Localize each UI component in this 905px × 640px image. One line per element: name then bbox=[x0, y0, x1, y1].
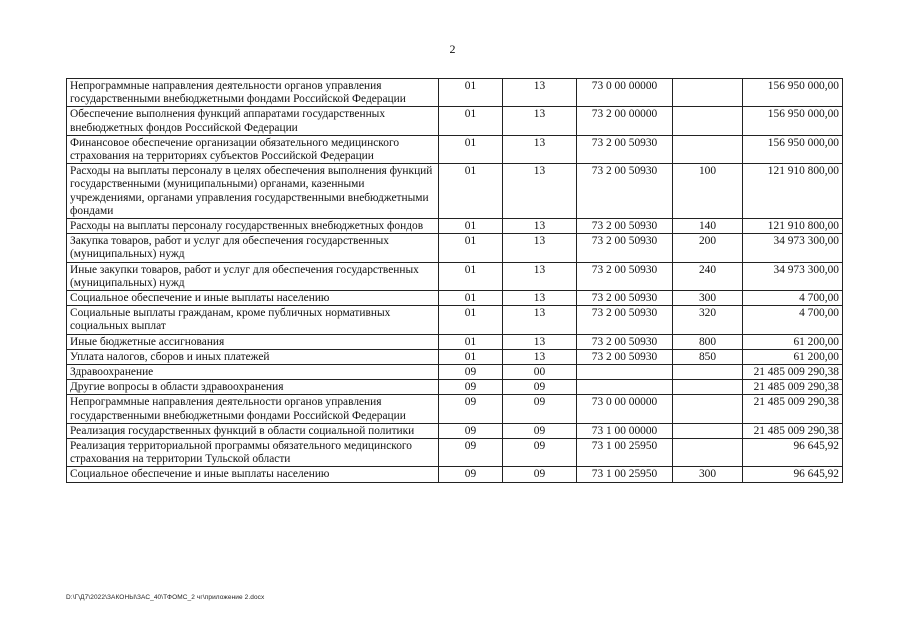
subsection-cell: 09 bbox=[503, 395, 577, 423]
expense-name-cell: Другие вопросы в области здравоохранения bbox=[67, 380, 439, 395]
amount-cell: 61 200,00 bbox=[743, 349, 843, 364]
subsection-cell: 13 bbox=[503, 234, 577, 262]
target-article-cell: 73 2 00 50930 bbox=[577, 219, 673, 234]
section-cell: 01 bbox=[439, 334, 503, 349]
expense-type-cell bbox=[673, 439, 743, 467]
expense-type-cell bbox=[673, 423, 743, 438]
target-article-cell: 73 0 00 00000 bbox=[577, 395, 673, 423]
table-row bbox=[67, 334, 843, 349]
subsection-cell: 09 bbox=[503, 380, 577, 395]
table-row bbox=[67, 467, 843, 482]
subsection-cell: 13 bbox=[503, 349, 577, 364]
target-article-cell: 73 2 00 50930 bbox=[577, 291, 673, 306]
target-article-cell: 73 2 00 50930 bbox=[577, 164, 673, 219]
table-row bbox=[67, 135, 843, 163]
amount-cell: 96 645,92 bbox=[743, 467, 843, 482]
target-article-cell: 73 2 00 50930 bbox=[577, 306, 673, 334]
table-row bbox=[67, 234, 843, 262]
expense-name-cell: Социальное обеспечение и иные выплаты населению bbox=[67, 467, 439, 482]
section-cell: 01 bbox=[439, 349, 503, 364]
subsection-cell: 13 bbox=[503, 135, 577, 163]
expense-name-cell: Социальные выплаты гражданам, кроме публичных нормативных социальных выплат bbox=[67, 306, 439, 334]
expense-name-cell: Расходы на выплаты персоналу государственных внебюджетных фондов bbox=[67, 219, 439, 234]
expense-type-cell: 240 bbox=[673, 262, 743, 290]
table-row bbox=[67, 164, 843, 219]
amount-cell: 156 950 000,00 bbox=[743, 79, 843, 107]
section-cell: 09 bbox=[439, 423, 503, 438]
expense-name-cell: Расходы на выплаты персоналу в целях обеспечения выполнения функций государственными (муниципальными) органами, казенными учреждениями, органами управления государственными внебюджетными фондами bbox=[67, 164, 439, 219]
subsection-cell: 13 bbox=[503, 306, 577, 334]
section-cell: 01 bbox=[439, 262, 503, 290]
section-cell: 09 bbox=[439, 365, 503, 380]
expense-type-cell bbox=[673, 79, 743, 107]
table-row bbox=[67, 306, 843, 334]
amount-cell: 4 700,00 bbox=[743, 306, 843, 334]
section-cell: 09 bbox=[439, 467, 503, 482]
target-article-cell: 73 2 00 50930 bbox=[577, 135, 673, 163]
amount-cell: 21 485 009 290,38 bbox=[743, 365, 843, 380]
amount-cell: 21 485 009 290,38 bbox=[743, 395, 843, 423]
table-row bbox=[67, 79, 843, 107]
amount-cell: 4 700,00 bbox=[743, 291, 843, 306]
expense-type-cell: 800 bbox=[673, 334, 743, 349]
amount-cell: 34 973 300,00 bbox=[743, 262, 843, 290]
expense-type-cell bbox=[673, 365, 743, 380]
table-row bbox=[67, 107, 843, 135]
expense-type-cell bbox=[673, 380, 743, 395]
target-article-cell: 73 1 00 00000 bbox=[577, 423, 673, 438]
amount-cell: 61 200,00 bbox=[743, 334, 843, 349]
table-row bbox=[67, 365, 843, 380]
expense-type-cell: 140 bbox=[673, 219, 743, 234]
target-article-cell: 73 2 00 50930 bbox=[577, 234, 673, 262]
subsection-cell: 13 bbox=[503, 334, 577, 349]
section-cell: 01 bbox=[439, 107, 503, 135]
subsection-cell: 13 bbox=[503, 107, 577, 135]
expense-name-cell: Уплата налогов, сборов и иных платежей bbox=[67, 349, 439, 364]
amount-cell: 21 485 009 290,38 bbox=[743, 380, 843, 395]
table-row bbox=[67, 349, 843, 364]
subsection-cell: 13 bbox=[503, 291, 577, 306]
expense-type-cell bbox=[673, 107, 743, 135]
target-article-cell: 73 1 00 25950 bbox=[577, 467, 673, 482]
amount-cell: 121 910 800,00 bbox=[743, 164, 843, 219]
section-cell: 09 bbox=[439, 395, 503, 423]
section-cell: 01 bbox=[439, 291, 503, 306]
target-article-cell: 73 1 00 25950 bbox=[577, 439, 673, 467]
table-row bbox=[67, 439, 843, 467]
subsection-cell: 09 bbox=[503, 467, 577, 482]
target-article-cell: 73 2 00 50930 bbox=[577, 334, 673, 349]
amount-cell: 156 950 000,00 bbox=[743, 135, 843, 163]
target-article-cell bbox=[577, 380, 673, 395]
expense-name-cell: Социальное обеспечение и иные выплаты населению bbox=[67, 291, 439, 306]
section-cell: 09 bbox=[439, 380, 503, 395]
target-article-cell bbox=[577, 365, 673, 380]
table-row bbox=[67, 262, 843, 290]
target-article-cell: 73 0 00 00000 bbox=[577, 79, 673, 107]
expense-type-cell: 100 bbox=[673, 164, 743, 219]
table-row bbox=[67, 395, 843, 423]
subsection-cell: 13 bbox=[503, 79, 577, 107]
subsection-cell: 09 bbox=[503, 439, 577, 467]
amount-cell: 96 645,92 bbox=[743, 439, 843, 467]
amount-cell: 156 950 000,00 bbox=[743, 107, 843, 135]
section-cell: 01 bbox=[439, 219, 503, 234]
expense-name-cell: Непрограммные направления деятельности органов управления государственными внебюджетными фондами Российской Федерации bbox=[67, 395, 439, 423]
expense-name-cell: Финансовое обеспечение организации обязательного медицинского страхования на территориях субъектов Российской Федерации bbox=[67, 135, 439, 163]
expense-type-cell: 300 bbox=[673, 291, 743, 306]
expense-type-cell: 850 bbox=[673, 349, 743, 364]
expense-name-cell: Реализация территориальной программы обязательного медицинского страхования на территории Тульской области bbox=[67, 439, 439, 467]
target-article-cell: 73 2 00 00000 bbox=[577, 107, 673, 135]
subsection-cell: 00 bbox=[503, 365, 577, 380]
expense-name-cell: Непрограммные направления деятельности органов управления государственными внебюджетными фондами Российской Федерации bbox=[67, 79, 439, 107]
expense-name-cell: Здравоохранение bbox=[67, 365, 439, 380]
section-cell: 01 bbox=[439, 164, 503, 219]
expense-name-cell: Закупка товаров, работ и услуг для обеспечения государственных (муниципальных) нужд bbox=[67, 234, 439, 262]
expense-name-cell: Иные бюджетные ассигнования bbox=[67, 334, 439, 349]
table-row bbox=[67, 291, 843, 306]
table-row bbox=[67, 219, 843, 234]
amount-cell: 121 910 800,00 bbox=[743, 219, 843, 234]
target-article-cell: 73 2 00 50930 bbox=[577, 262, 673, 290]
table-row bbox=[67, 423, 843, 438]
target-article-cell: 73 2 00 50930 bbox=[577, 349, 673, 364]
document-file-path: D:\Г\Д7\2022\ЗАКОНЫ\ЗАС_40\ТФОМС_2 чг\приложение 2.docx bbox=[66, 594, 265, 601]
section-cell: 01 bbox=[439, 306, 503, 334]
section-cell: 01 bbox=[439, 234, 503, 262]
amount-cell: 34 973 300,00 bbox=[743, 234, 843, 262]
section-cell: 09 bbox=[439, 439, 503, 467]
expense-type-cell: 300 bbox=[673, 467, 743, 482]
subsection-cell: 13 bbox=[503, 219, 577, 234]
expense-name-cell: Обеспечение выполнения функций аппаратами государственных внебюджетных фондов Российской Федерации bbox=[67, 107, 439, 135]
section-cell: 01 bbox=[439, 79, 503, 107]
expense-name-cell: Реализация государственных функций в области социальной политики bbox=[67, 423, 439, 438]
expense-type-cell bbox=[673, 395, 743, 423]
amount-cell: 21 485 009 290,38 bbox=[743, 423, 843, 438]
budget-table bbox=[66, 78, 843, 483]
subsection-cell: 13 bbox=[503, 164, 577, 219]
expense-name-cell: Иные закупки товаров, работ и услуг для обеспечения государственных (муниципальных) нужд bbox=[67, 262, 439, 290]
expense-type-cell: 320 bbox=[673, 306, 743, 334]
section-cell: 01 bbox=[439, 135, 503, 163]
budget-table-body bbox=[67, 79, 843, 483]
table-row bbox=[67, 380, 843, 395]
subsection-cell: 09 bbox=[503, 423, 577, 438]
expense-type-cell bbox=[673, 135, 743, 163]
page-number: 2 bbox=[449, 42, 456, 56]
subsection-cell: 13 bbox=[503, 262, 577, 290]
expense-type-cell: 200 bbox=[673, 234, 743, 262]
